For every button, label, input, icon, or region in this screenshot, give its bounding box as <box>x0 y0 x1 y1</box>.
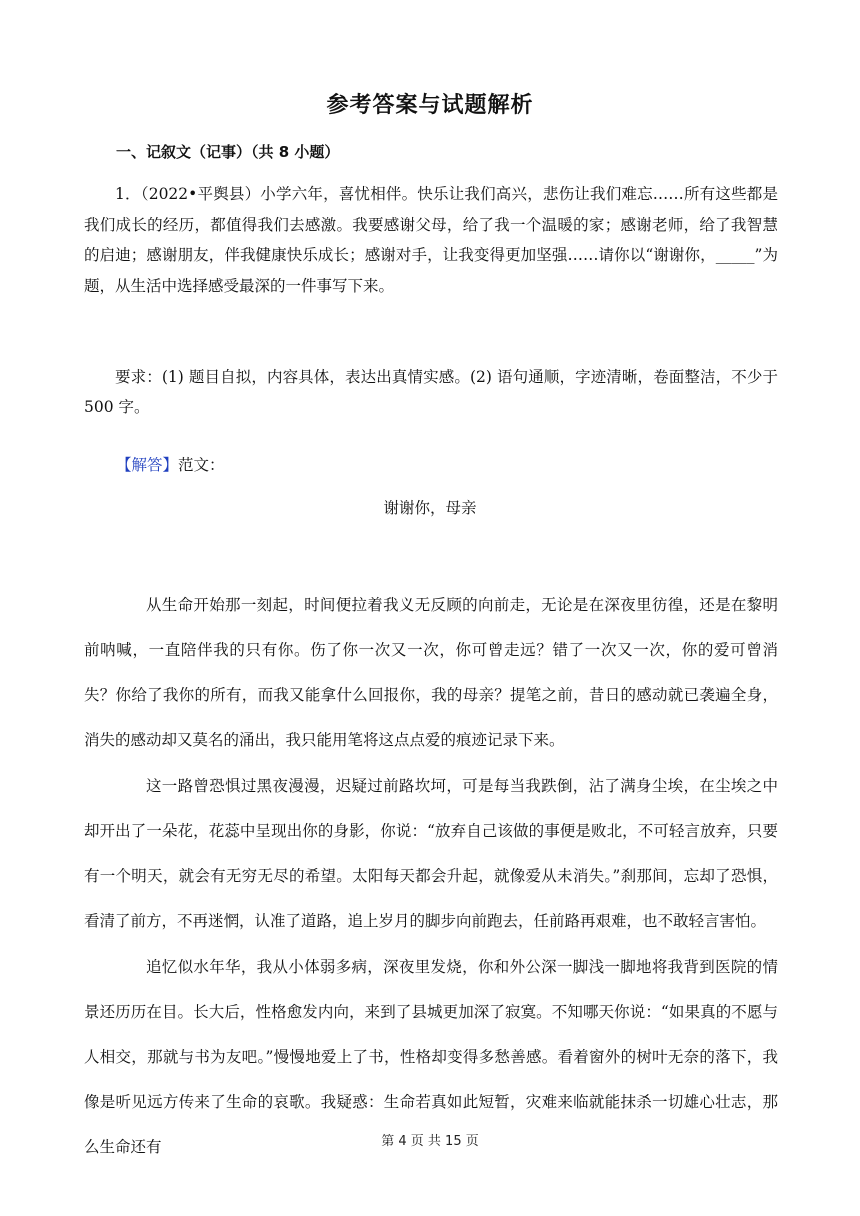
answer-line <box>116 453 225 475</box>
section-heading: 一、记叙文（记事）（共 8 小题） <box>116 143 340 161</box>
essay-title: 谢谢你，母亲 <box>383 499 477 517</box>
essay-paragraph: 追忆似水年华，我从小体弱多病，深夜里发烧，你和外公深一脚浅一脚地将我背到医院的情景还历历在目。长大后，性格愈发内向，来到了县城更加深了寂寞。不知哪天你说：“如果真的不愿与人相交，那就与书为友吧。”慢慢地爱上了书，性格却变得多愁善感。看着窗外的树叶无奈的落下，我像是听见远方传来了生命的哀歌。我疑惑：生命若真如此短暂，灾难来临就能抹杀一切雄心壮志，那么生命还有 <box>84 958 778 1156</box>
page-footer: 第 4 页 共 15 页 <box>381 1134 479 1149</box>
essay-paragraph: 从生命开始那一刻起，时间便拉着我义无反顾的向前走，无论是在深夜里彷徨，还是在黎明前呐喊，一直陪伴我的只有你。伤了你一次又一次，你可曾走远？错了一次又一次，你的爱可曾消失？你给了我你的所有，而我又能拿什么回报你，我的母亲？提笔之前，昔日的感动就已袭遍全身，消失的感动却又莫名的涌出，我只能用笔将这点点爱的痕迹记录下来。 <box>84 596 778 749</box>
answer-intro: 范文： <box>178 456 225 474</box>
requirements-text: 要求：(1) 题目自拟，内容具体，表达出真情实感。(2) 语句通顺，字迹清晰，卷面整洁，不少于 500 字。 <box>84 368 778 416</box>
essay-paragraph: 这一路曾恐惧过黑夜漫漫，迟疑过前路坎坷，可是每当我跌倒，沾了满身尘埃，在尘埃之中却开出了一朵花，花蕊中呈现出你的身影，你说：“放弃自己该做的事便是败北，不可轻言放弃，只要有一个明天，就会有无穷无尽的希望。太阳每天都会升起，就像爱从未消失。”刹那间，忘却了恐惧，看清了前方，不再迷惘，认准了道路，追上岁月的脚步向前跑去，任前路再艰难，也不敢轻言害怕。 <box>84 777 778 930</box>
question-text: 1．（2022•平舆县）小学六年，喜忧相伴。快乐让我们高兴，悲伤让我们难忘……所有这些都是我们成长的经历，都值得我们去感激。我要感谢父母，给了我一个温暖的家；感谢老师，给了我智慧的启迪；感谢朋友，伴我健康快乐成长；感谢对手，让我变得更加坚强……请你以“谢谢你，_____”为题，从生活中选择感受最深的一件事写下来。 <box>84 185 778 295</box>
page-title: 参考答案与试题解析 <box>326 93 534 118</box>
answer-tag: 【解答】 <box>116 456 179 474</box>
